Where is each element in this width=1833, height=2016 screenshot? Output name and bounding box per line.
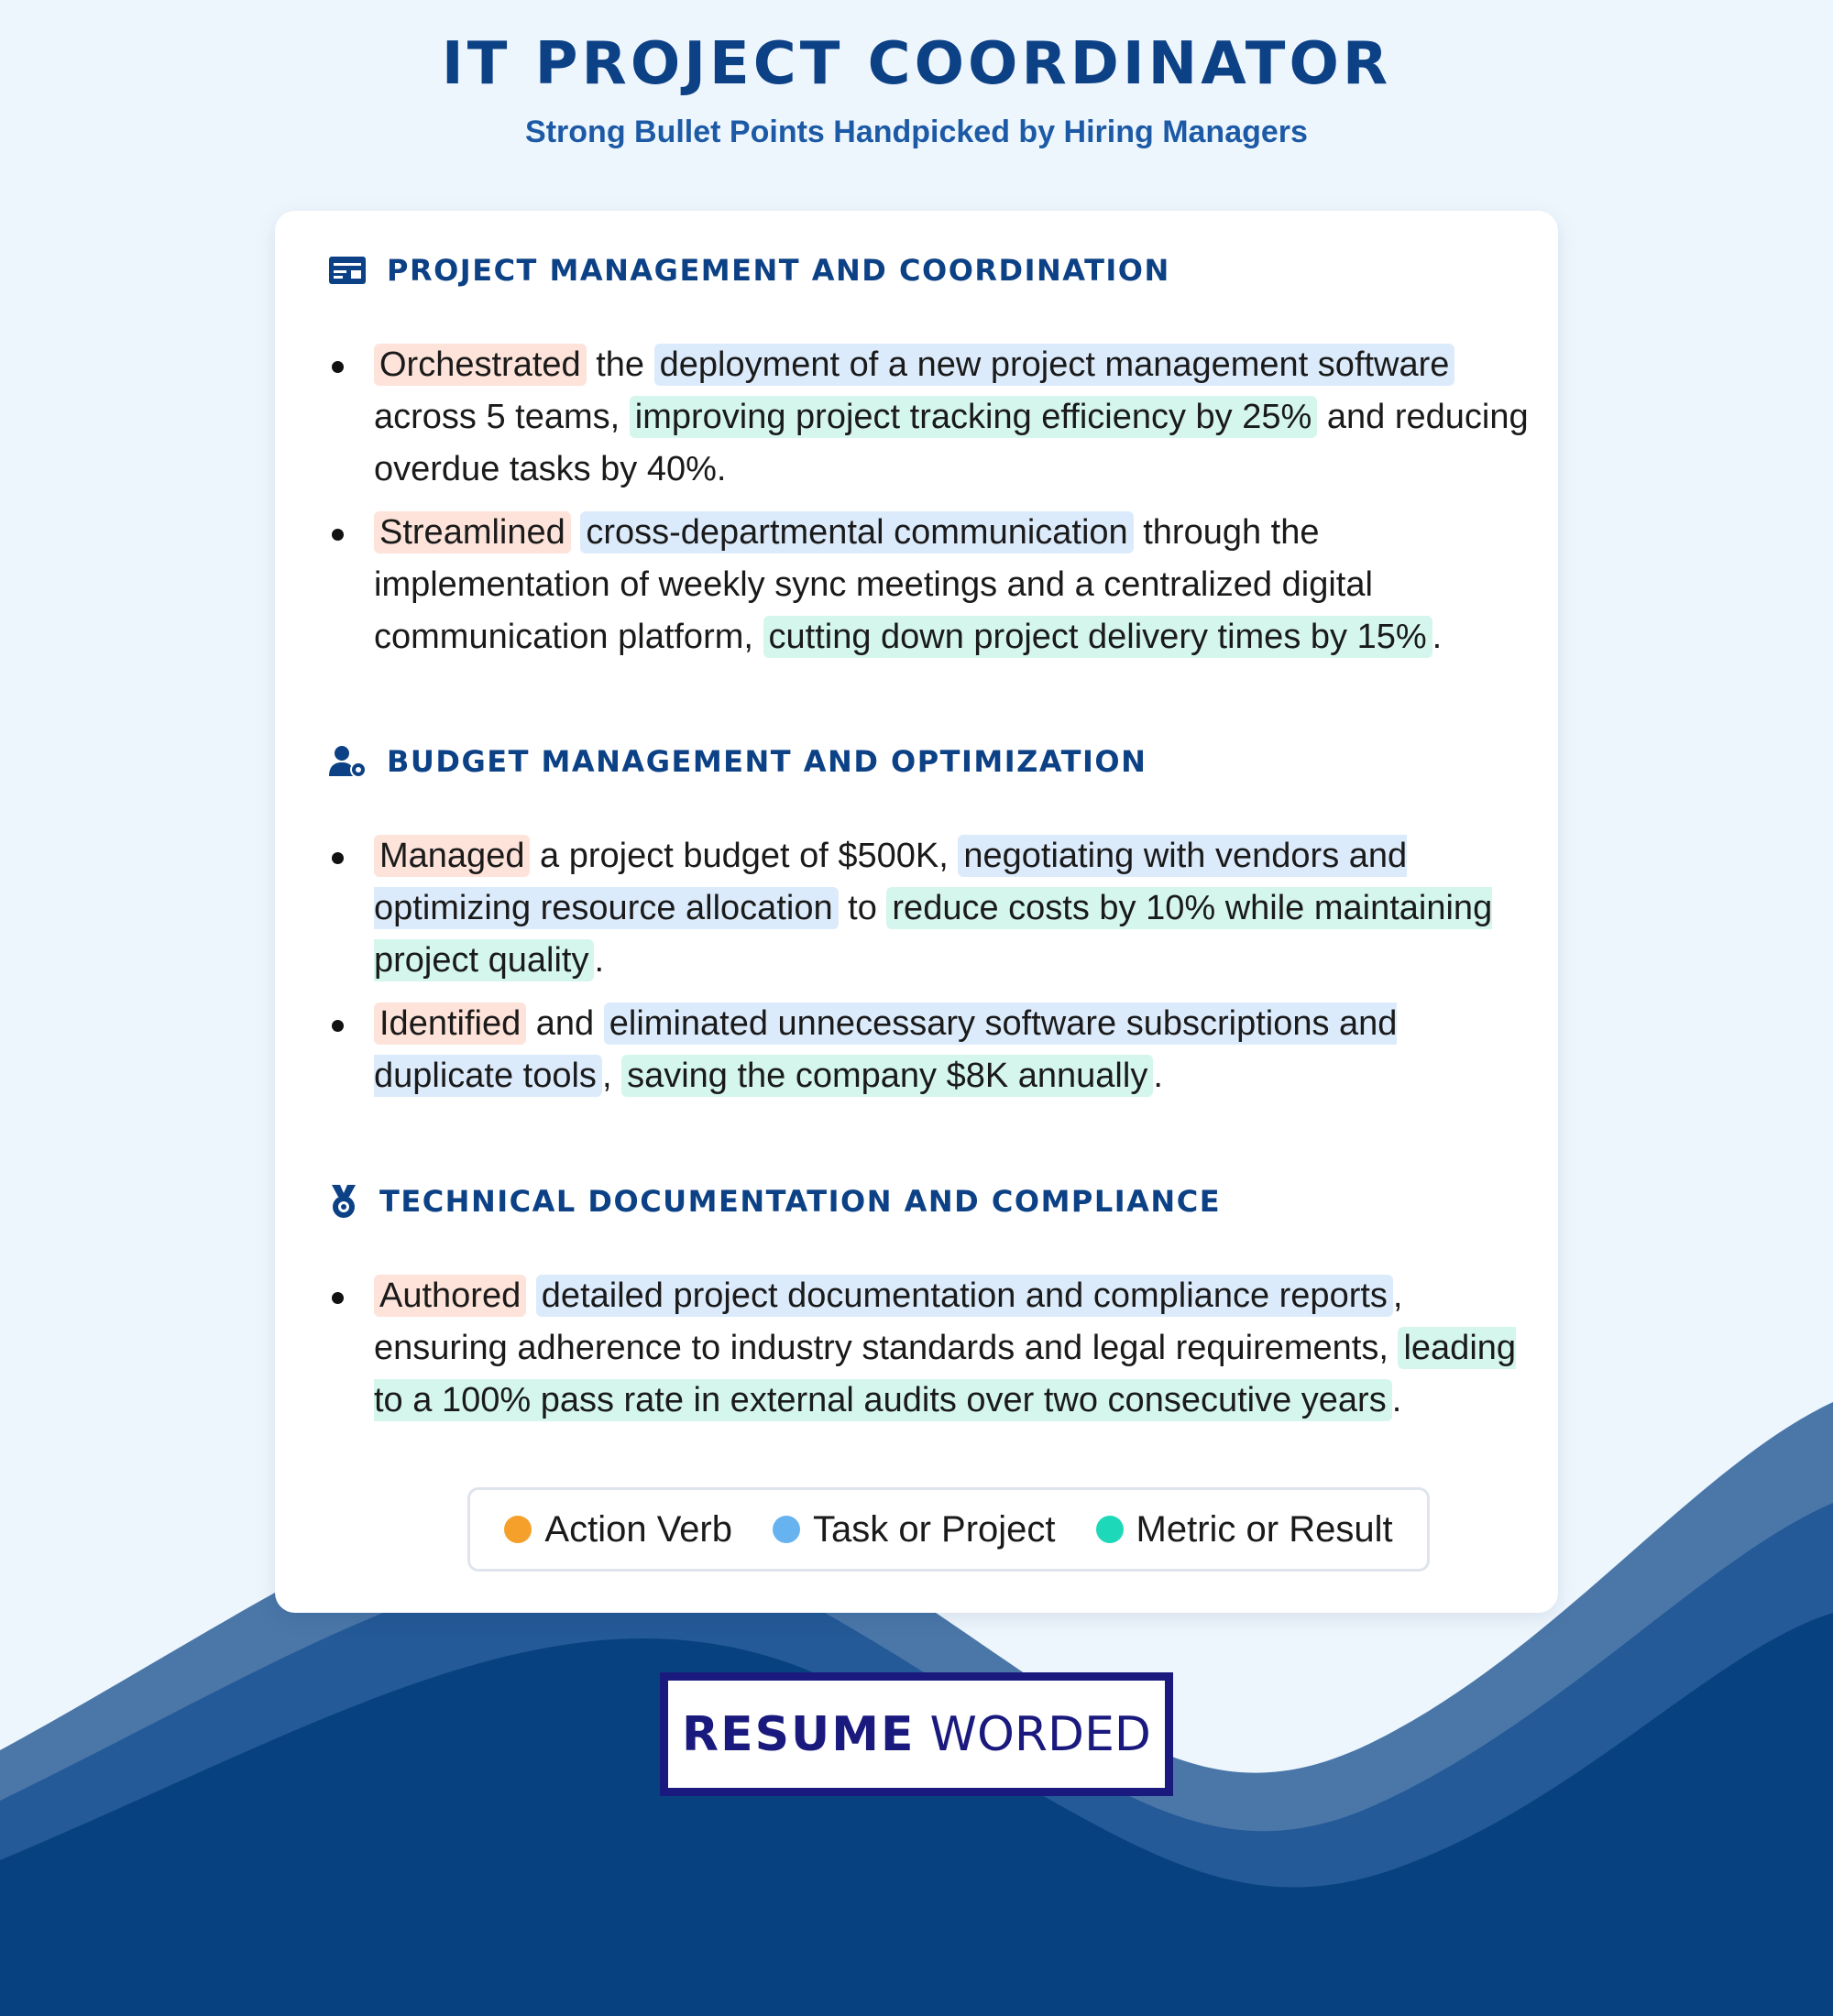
metric-highlight: cutting down project delivery times by 15% xyxy=(763,616,1432,658)
metric-highlight: improving project tracking efficiency by 25% xyxy=(630,396,1318,438)
logo-text-bold: RESUME xyxy=(682,1706,916,1762)
section-title: TECHNICAL DOCUMENTATION AND COMPLIANCE xyxy=(379,1184,1222,1219)
bullet-text: . xyxy=(1391,1381,1402,1419)
section-technical-documentation xyxy=(328,1178,1529,1438)
metric-highlight: reduce costs by 10% while maintaining project quality xyxy=(374,889,1493,980)
highlight-legend xyxy=(467,1487,1430,1572)
bullet-item xyxy=(328,830,1529,987)
legend-label: Action Verb xyxy=(544,1508,732,1550)
task-highlight: detailed project documentation and compliance reports xyxy=(536,1275,1393,1317)
bullet-text: . xyxy=(1432,618,1443,656)
bullet-list xyxy=(328,339,1529,663)
bullet-item xyxy=(328,1270,1529,1427)
bullet-points-card xyxy=(275,211,1558,1613)
bullet-text: , ensuring adherence to industry standards and legal requirements, xyxy=(374,1276,1403,1367)
action-verb-highlight: Authored xyxy=(374,1275,526,1317)
metric-highlight: leading to a 100% pass rate in external audits over two consecutive years xyxy=(374,1329,1517,1419)
action-verb-highlight: Identified xyxy=(374,1003,526,1045)
bullet-list xyxy=(328,1270,1529,1427)
task-highlight: eliminated unnecessary software subscriptions and duplicate tools xyxy=(374,1004,1398,1095)
legend-item-metric-or-result xyxy=(1096,1509,1393,1550)
page-title: IT PROJECT COORDINATOR xyxy=(441,30,1392,98)
task-highlight: cross-departmental communication xyxy=(580,511,1133,553)
page-header xyxy=(0,27,1833,152)
section-header xyxy=(328,247,1529,293)
task-highlight: deployment of a new project management software xyxy=(654,344,1455,386)
section-project-management xyxy=(328,247,1529,674)
bullet-item xyxy=(328,998,1529,1102)
action-verb-highlight: Orchestrated xyxy=(374,344,587,386)
bullet-text: . xyxy=(1153,1057,1163,1095)
section-title: PROJECT MANAGEMENT AND COORDINATION xyxy=(387,253,1170,288)
metric-highlight: saving the company $8K annually xyxy=(621,1055,1153,1097)
bullet-text: to xyxy=(838,889,887,927)
section-header xyxy=(328,739,1529,784)
user-gear-icon xyxy=(328,742,367,781)
action-verb-highlight: Managed xyxy=(374,835,530,877)
section-budget-management xyxy=(328,739,1529,1113)
legend-item-task-or-project xyxy=(773,1509,1056,1550)
bullet-list xyxy=(328,830,1529,1102)
id-card-icon xyxy=(328,251,367,290)
legend-label: Task or Project xyxy=(812,1508,1056,1550)
bullet-text xyxy=(571,513,581,552)
bullet-item xyxy=(328,507,1529,663)
legend-dot xyxy=(504,1516,532,1543)
bullet-text: , xyxy=(601,1057,622,1095)
bullet-text: across 5 teams, xyxy=(374,398,630,436)
bullet-text xyxy=(526,1276,536,1315)
bullet-text: . xyxy=(594,941,605,980)
bullet-text: the xyxy=(586,345,654,384)
logo-text-light: WORDED xyxy=(929,1706,1151,1762)
legend-dot xyxy=(1096,1516,1124,1543)
legend-item-action-verb xyxy=(504,1509,732,1550)
legend-dot xyxy=(773,1516,800,1543)
legend-label: Metric or Result xyxy=(1136,1508,1393,1550)
section-header xyxy=(328,1178,1529,1224)
medal-icon xyxy=(328,1182,359,1221)
bullet-text: and reducing overdue tasks by 40%. xyxy=(374,398,1529,488)
section-title: BUDGET MANAGEMENT AND OPTIMIZATION xyxy=(387,744,1147,779)
resume-worded-logo[interactable] xyxy=(660,1672,1173,1796)
bullet-text: and xyxy=(526,1004,604,1043)
page-subtitle: Strong Bullet Points Handpicked by Hiring Managers xyxy=(525,115,1308,149)
task-highlight: negotiating with vendors and optimizing resource allocation xyxy=(374,837,1408,927)
bullet-text: through the implementation of weekly sync meetings and a centralized digital communication platform, xyxy=(374,513,1373,656)
bullet-text: a project budget of $500K, xyxy=(530,837,959,875)
bullet-item xyxy=(328,339,1529,496)
action-verb-highlight: Streamlined xyxy=(374,511,571,553)
